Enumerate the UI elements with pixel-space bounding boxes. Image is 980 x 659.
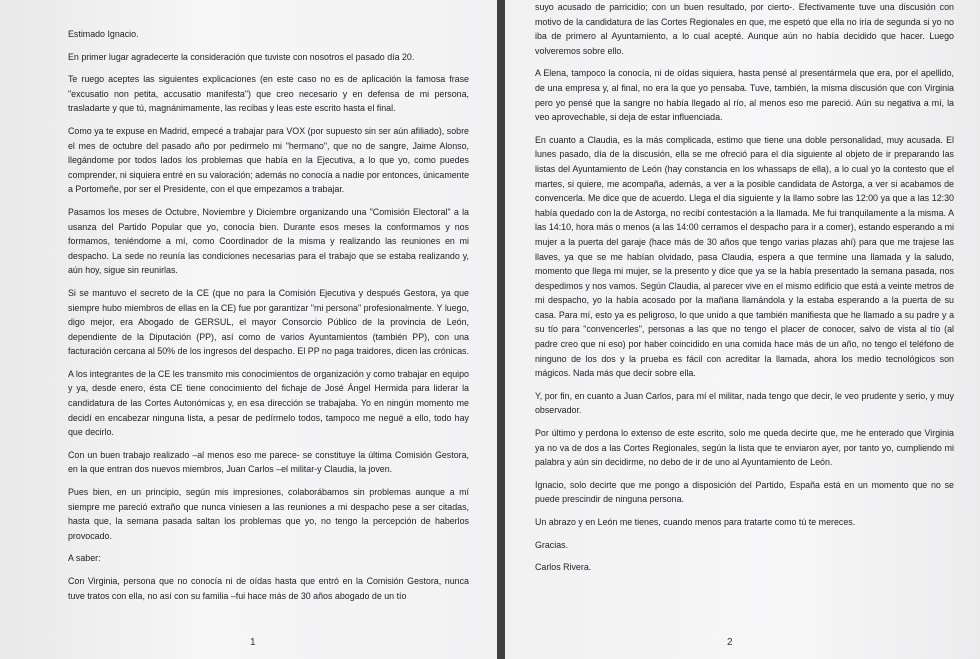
paragraph: Por último y perdona lo extenso de este escrito, solo me queda decirte que, me he enterado que Virginia ya no va de dos a las Cortes Regionales, según la lista que te enviaron ayer, por tanto yo, cumpliendo mi palabra y aún sin decidirme, no debo de ir de uno al Ayuntamiento de León. [535, 428, 954, 468]
paragraph: Como ya te expuse en Madrid, empecé a trabajar para VOX (por supuesto sin ser aún afiliado), sobre el mes de octubre del pasado año por pedirmelo mi "hermano", que no de sangre, Jaime Alonso, llegándome por todos lados los problemas que había en la Ejecutiva, a lo que yo, como puedes comprender, ni siquiera entré en su valoración; además no conocía a nadie por entonces, únicamente a Portomeñe, por ser el Presidente, con el que empezamos a trabajar. [68, 125, 469, 195]
paragraph: En primer lugar agradecerte la consideración que tuviste con nosotros el pasado día 20. [68, 51, 415, 62]
paragraph: Y, por fin, en cuanto a Juan Carlos, para mí el militar, nada tengo que decir, le veo prudente y serio, y muy observador. [535, 390, 954, 416]
page-number: 2 [727, 637, 733, 649]
letter-page-2 [505, 0, 980, 659]
paragraph: A los integrantes de la CE les transmito mis conocimientos de organización y como trabajar en equipo y ya, desde enero, ésta CE tiene conocimiento del fichaje de José Ángel Hermida para liderar la candidatura de las Cortes Autonómicas y, en esa dirección se trabajaba. Yo en ningún momento me decidí en encabezar ninguna lista, a pesar de pedírmelo todos, tampoco me negué a ello, todo hay que decirlo. [68, 368, 469, 438]
paragraph: Si se mantuvo el secreto de la CE (que no para la Comisión Ejecutiva y después Gestora, ya que siempre hubo miembros de ellas en la CE) fue por garantizar "mi persona" profesionalmente. Y luego, digo mejor, era Abogado de GERSUL, el mayor Consorcio Público de la provincia de León, dependiente de la Diputación (PP), así como de varios Ayuntamientos (también PP), con una facturación cercana al 50% de los ingresos del despacho. El PP no paga traidores, dicen las crónicas. [68, 287, 469, 357]
paragraph: Pues bien, en un principio, según mis impresiones, colaborábamos sin problemas aunque a mí siempre me pareció extraño que nunca viniesen a las reuniones a mi despacho pese a ser citadas, hasta que, la semana pasada saltan los problemas que yo, no tengo la percepción de haberlos provocado. [68, 487, 469, 541]
greeting: Estimado Ignacio. [68, 29, 139, 39]
page-number: 1 [250, 637, 256, 649]
paragraph: suyo acusado de parricidio; con un buen resultado, por cierto-. Efectivamente tuve una discusión con motivo de la candidatura de las Cortes Regionales en que, me espetó que ella no iría de segunda si yo no iba de primero al Ayuntamiento, a lo cual acepté. Aunque aún no había decidido que hacer. Luego volveremos sobre ello. [535, 2, 954, 56]
paragraph: Con Virginia, persona que no conocía ni de oídas hasta que entró en la Comisión Gestora, nunca tuve tratos con ella, no así con su familia –fui hace más de 30 años abogado de un tío [68, 576, 469, 601]
paragraph: Con un buen trabajo realizado –al menos eso me parece- se constituye la última Comisión Gestora, en la que entran dos nuevos miembros, Juan Carlos –el militar-y Claudia, la joven. [68, 449, 469, 475]
paragraph: A saber: [68, 553, 101, 564]
paragraph: Pasamos los meses de Octubre, Noviembre y Diciembre organizando una "Comisión Electoral" a la usanza del Partido Popular que yo, conocía bien. Durante esos meses la conformamos y nos formamos, teniéndome a mí, como Coordinador de la misma y realizando las reuniones en mi despacho. La sede no reunía las condiciones necesarias para el trabajo que se estaba realizando y, aún hoy, sigue sin reunirlas. [68, 206, 469, 276]
paragraph: En cuanto a Claudia, es la más complicada, estimo que tiene una doble personalidad, muy acusada. El lunes pasado, día de la discusión, ella se me ofreció para el día siguiente al objeto de ir preparando las listas del Ayuntamiento de León (hay constancia en los whassaps de ella), a lo cual yo la contesto que el martes, si quiere, me acompaña, además, a ver a la posible candidata de Astorga, a ver si acabamos de convencerla. Me dice que de acuerdo. Llega el día siguiente y la llamo sobre las 12:00 ya que a las 12:30 había quedado con la de Astorga, no recibí contestación a la llamada. Me fui tranquilamente a la misma. A las 14:10, hora más o menos (a las 14:00 cerramos el despacho para ir a comer), estando esperando a mi mujer a la puerta del garaje (hace más de 30 años que tengo varias plazas ahí) para que me trajese las llaves, ya que se me habían olvidado, pasa Claudia, espera a que termine una llamada y la saludo, momento que llega mi mujer, se la presento y dice que ya se la había presentado la semana pasada, nos despedimos y nos vamos. Según Claudia, al parecer vive en el mismo edificio que está a veinte metros de mi despacho, yo la había acosado por la mañana llamándola y la estaba esperando a la puerta de su casa. Para mí, esto ya es peligroso, lo que unido a que también manifiesta que he llamado a su padre y a su tío para "convencerles", personas a las que no tengo el placer de conocer, salvo de vista al tío (al padre creo que ni eso) por haber coincidido en una comida hace más de un año, no tengo el teléfono de ninguno de los dos y la prueba es fácil con acreditar la llamada, ahora los medio tecnológicos son mágicos. Nada más que decir sobre ella. [535, 134, 954, 379]
paragraph: Ignacio, solo decirte que me pongo a disposición del Partido, España está en un momento que no se puede prescindir de ninguna persona. [535, 479, 954, 505]
signature: Carlos Rivera. [535, 562, 592, 573]
closing: Gracias. [535, 539, 569, 550]
paragraph: A Elena, tampoco la conocía, ni de oídas siquiera, hasta pensé al presentármela que era, por el apellido, de una empresa y, al final, no era la que yo pensaba. Tuve, también, la misma discusión que con Virginia pero yo pensé que la sangre no había llegado al río, al menos eso me pareció. Aún su negativa a mí, la veo aprovechable, si deja de estar influenciada. [535, 68, 954, 123]
paragraph: Un abrazo y en León me tienes, cuando menos para tratarte como tú te mereces. [535, 517, 856, 527]
page-gap [497, 0, 505, 659]
paragraph: Te ruego aceptes las siguientes explicaciones (en este caso no es de aplicación la famosa frase "excusatio non petita, accusatio manifesta") que creo necesario y en defensa de mi persona, trasladarte y que tú, magnánimamente, las recibas y leas este escrito hasta el final. [68, 74, 469, 114]
